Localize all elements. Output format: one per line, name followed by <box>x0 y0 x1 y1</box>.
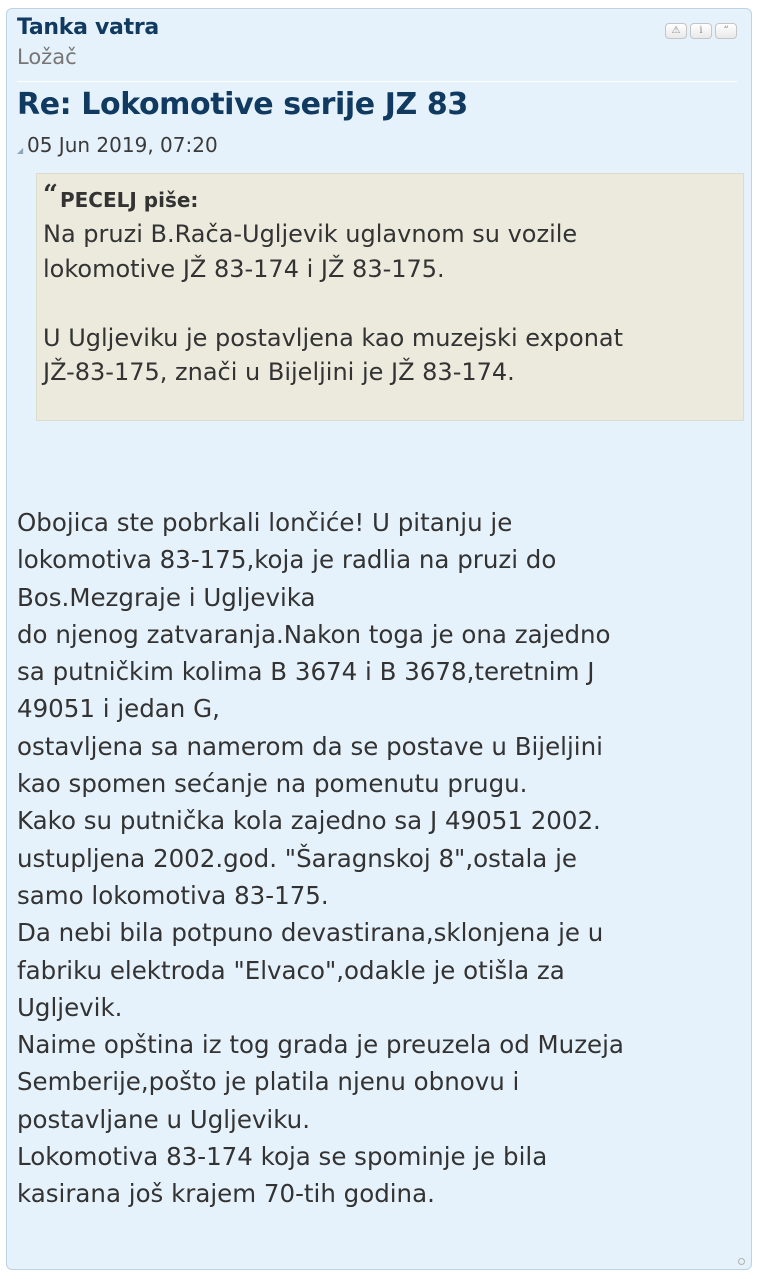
content-line: Obojica ste pobrkali lončiće! U pitanju je <box>17 508 513 537</box>
quote-block <box>36 173 744 421</box>
content-line: Ugljevik. <box>17 992 123 1022</box>
content-line: Naime opština iz tog grada je preuzela od Muzeja <box>17 1030 624 1060</box>
content-line: do njenog zatvaranja.Nakon toga je ona zajedno <box>17 619 611 649</box>
quote-button[interactable] <box>715 23 737 39</box>
content-line: 49051 i jedan G, <box>17 694 220 724</box>
content-line: Semberije,pošto je platila njenu obnovu i <box>17 1067 520 1097</box>
content-line: kasirana još krajem 70-tih godina. <box>17 1179 435 1209</box>
quote-header <box>43 178 737 217</box>
post-title[interactable]: Re: Lokomotive serije JZ 83 <box>17 87 468 122</box>
author-rank: Ložač <box>17 45 77 69</box>
content-line: Bos.Mezgraje i Ugljevika <box>17 582 316 612</box>
forum-post <box>6 8 752 1270</box>
quote-mark-icon: “ <box>43 180 58 210</box>
post-link-icon[interactable]: ◢ <box>17 146 24 155</box>
post-content <box>17 504 745 1213</box>
warning-icon: ⚠ <box>671 25 681 36</box>
post-datetime: 05 Jun 2019, 07:20 <box>27 133 218 157</box>
quote-line <box>43 286 737 321</box>
header-divider <box>17 81 737 82</box>
content-line: ustupljena 2002.god. "Šaragnskoj 8",ostala je <box>17 843 577 873</box>
content-line: postavljane u Ugljeviku. <box>17 1104 310 1134</box>
content-line: lokomotiva 83-175,koja je radlia na pruzi do <box>17 545 557 575</box>
post-meta <box>17 133 218 157</box>
quote-author: PECELJ piše: <box>59 188 199 212</box>
content-line: fabriku elektroda "Elvaco",odakle je otišla za <box>17 955 565 985</box>
content-line: sa putničkim kolima B 3674 i B 3678,teretnim J <box>17 657 595 687</box>
report-button[interactable] <box>665 23 687 39</box>
post-author[interactable]: Tanka vatra <box>17 15 159 40</box>
content-line: ostavljena sa namerom da se postave u Bijeljini <box>17 731 603 761</box>
quote-icon: “ <box>723 25 729 36</box>
quote-line: JŽ-83-175, znači u Bijeljini je JŽ 83-174. <box>43 358 515 386</box>
quote-line: lokomotive JŽ 83-174 i JŽ 83-175. <box>43 254 445 283</box>
info-icon: i <box>699 25 703 36</box>
content-line: Kako su putnička kola zajedno sa J 49051 2002. <box>17 806 601 836</box>
corner-dot-icon <box>738 1258 745 1265</box>
quote-text <box>43 217 737 390</box>
content-line: Lokomotiva 83-174 koja se spominje je bila <box>17 1142 548 1172</box>
content-line: samo lokomotiva 83-175. <box>17 880 329 910</box>
post-buttons <box>665 23 737 39</box>
content-line: Da nebi bila potpuno devastirana,sklonjena je u <box>17 918 604 948</box>
info-button[interactable] <box>690 23 712 39</box>
quote-line: U Ugljeviku je postavljena kao muzejski exponat <box>43 323 624 352</box>
content-line: kao spomen sećanje na pomenutu prugu. <box>17 769 528 799</box>
quote-line: Na pruzi B.Rača-Ugljevik uglavnom su vozile <box>43 220 578 248</box>
